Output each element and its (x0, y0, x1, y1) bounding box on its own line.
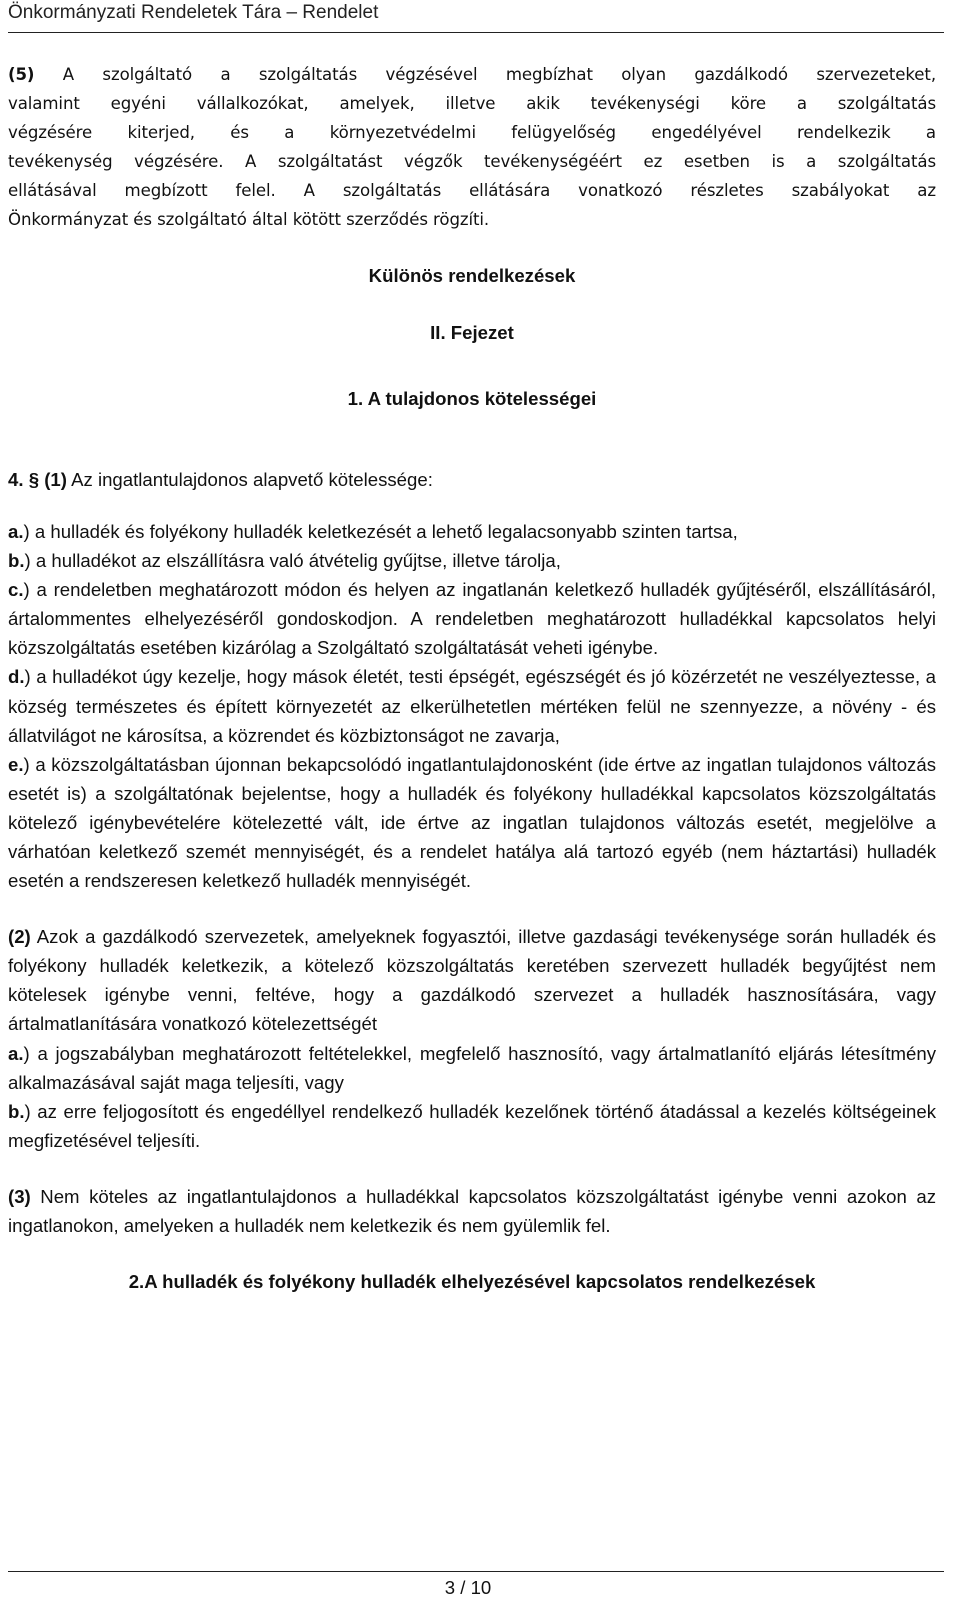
section-4-paragraph-1 (8, 465, 936, 494)
paragraph-text: ellátásával megbízott felel. (8, 181, 276, 201)
paragraph-text: Önkormányzat és szolgáltató által kötött szerződés rögzíti. (8, 210, 490, 230)
paragraph-text: Az ingatlantulajdonos alapvető kötelessége: (71, 468, 433, 490)
paragraph-text: végzésére kiterjed, és a környezetvédelmi felügyelőség engedélyével rendelkezik a (8, 123, 936, 143)
list-text: ) az erre feljogosított és engedéllyel rendelkező hulladék kezelőnek történő átadással a kezelés költségeinek megfizetésével teljesíti. (8, 1100, 936, 1151)
list-label: a. (8, 1042, 24, 1064)
list-label: e. (8, 753, 24, 775)
paragraph-5 (8, 60, 936, 235)
paragraph-text: A szolgáltatás ellátására vonatkozó részletes szabályokat az (303, 181, 936, 201)
paragraph-number: (5) (8, 65, 35, 84)
list-text: ) a rendeletben meghatározott módon és helyen az ingatlanán keletkező hulladék gyűjtéséről, elszállításáról, ártalommentes elhelyezéséről gondoskodjon. A rendeletben meghatározott hulladékkal kapcsolatos helyi közszolgáltatás esetében kizárólag a Szolgáltató szolgáltatását veheti igénybe. (8, 579, 936, 659)
list-item-d (8, 662, 936, 749)
paragraph-text: A szolgáltató a szolgáltatás végzésével megbízhat olyan gazdálkodó szervezeteket, (62, 65, 936, 84)
list-item-e (8, 750, 936, 895)
list-text: ) a hulladékot az elszállításra való átvételig gyűjtse, illetve tárolja, (24, 550, 561, 572)
section-4-paragraph-3 (8, 1182, 936, 1240)
list-text: ) a közszolgáltatásban újonnan bekapcsolódó ingatlantulajdonosként (ide értve az ingatlan tulajdonos változás esetét is) a szolgáltatónak bejelentse, hogy a hulladék és folyékony hulladékkal kapcsolatos közszolgáltatás kötelező igénybevételére kötelezetté vált, ide értve az ingatlan tulajdonos változás esetét, megjelölve a várhatóan keletkező szemét mennyiségét, és a rendelet hatálya alá tartozó egyéb (nem háztartási) hulladék esetén a rendszeresen keletkező hulladék mennyiségét. (8, 753, 936, 892)
chapter-heading: II. Fejezet (430, 321, 514, 343)
header-divider (8, 32, 944, 33)
paragraph-text: Azok a gazdálkodó szervezetek, amelyeknek fogyasztói, illetve gazdasági tevékenysége során hulladék és folyékony hulladék keletkezik, a kötelező közszolgáltatás keretében szervezett hulladék begyűjtést nem kötelesek igénybe venni, feltéve, hogy a gazdálkodó szervezet a hulladék hasznosítására, vagy ártalmatlanítására vonatkozó kötelezettségét (8, 926, 937, 1035)
document-header-title: Önkormányzati Rendeletek Tára – Rendelet (8, 2, 379, 23)
footer-divider (8, 1571, 944, 1572)
section-4-paragraph-2 (8, 922, 936, 1038)
section-heading-1: 1. A tulajdonos kötelességei (347, 387, 597, 409)
section-sign: § (28, 468, 40, 490)
list-item-a (8, 517, 936, 546)
list-label: b. (8, 1100, 25, 1122)
page-number: 3 / 10 (444, 1577, 492, 1598)
paragraph-text: tevékenység végzésére. A szolgáltatást végzők tevékenységéért ez esetben is a szolgáltatás (8, 152, 936, 172)
section-heading-2: 2.A hulladék és folyékony hulladék elhelyezésével kapcsolatos rendelkezések (128, 1271, 816, 1293)
list-label: a. (8, 520, 24, 542)
paragraph-number: (2) (8, 926, 31, 948)
list-text: ) a jogszabályban meghatározott feltételekkel, megfelelő hasznosító, vagy ártalmatlanító eljárás létesítmény alkalmazásával saját maga teljesíti, vagy (8, 1042, 936, 1093)
paragraph-number: (1) (44, 468, 67, 490)
list-label: c. (8, 579, 24, 601)
list-label: b. (8, 550, 25, 572)
paragraph-text: Nem köteles az ingatlantulajdonos a hulladékkal kapcsolatos közszolgáltatást igénybe venni azokon az ingatlanokon, amelyeken a hulladék nem keletkezik és nem gyülemlik fel. (8, 1185, 936, 1236)
paragraph-2-item-b (8, 1097, 936, 1155)
section-number: 4. (8, 468, 24, 490)
paragraph-text: valamint egyéni vállalkozókat, amelyek, illetve akik tevékenységi köre a szolgáltatás (8, 94, 936, 114)
list-text: ) a hulladék és folyékony hulladék keletkezését a lehető legalacsonyabb szinten tartsa, (23, 520, 738, 542)
list-item-c (8, 575, 936, 662)
list-label: d. (8, 666, 25, 688)
paragraph-number: (3) (8, 1185, 31, 1207)
list-text: ) a hulladékot úgy kezelje, hogy mások életét, testi épségét, egészségét és jó közérzetét ne veszélyeztesse, a község természetes és épített környezetét az elkerülhetetlen mértéken felül ne szennyezze, a növény - és állatvilágot ne károsítsa, a közrendet és közbiztonságot ne zavarja, (8, 666, 936, 746)
paragraph-2-item-a (8, 1039, 936, 1097)
special-provisions-heading: Különös rendelkezések (368, 264, 576, 286)
document-body (8, 60, 936, 1296)
list-item-b (8, 546, 936, 575)
